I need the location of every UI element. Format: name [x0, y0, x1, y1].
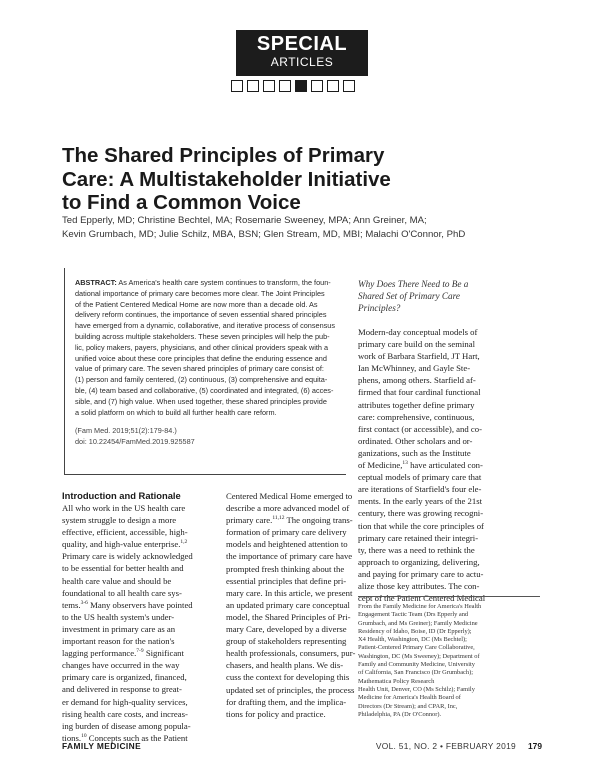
title-line: to Find a Common Voice — [62, 191, 301, 214]
body-line: approach to organizing, delivering, — [358, 556, 480, 567]
body-line — [358, 459, 540, 471]
reference-marker[interactable]: 7-9 — [136, 648, 144, 655]
body-line: care: comprehensive, continuous, — [358, 411, 475, 422]
body-line — [62, 538, 222, 550]
body-line: attributes together define primary — [358, 399, 475, 410]
indicator-square — [231, 80, 243, 92]
body-line: first contact (or accessible), and co- — [358, 423, 482, 434]
abstract-line: sible, and (7) high value. When used together, these shared principles provide — [75, 396, 327, 406]
abstract-line: delivery reform continues, the importance of seven essential shared principles — [75, 310, 327, 320]
body-line: to be essential for better health and — [62, 563, 184, 574]
body-line: firmed that four cardinal functional — [358, 387, 481, 398]
footnote-line: Washington, DC (Ms Sweeney); Department of — [358, 652, 480, 660]
body-line: cuss the context for developing this — [226, 672, 350, 683]
abstract-line: value of primary care. The seven shared principles of primary care consist of: — [75, 364, 324, 374]
why-heading-line: Why Does There Need to Be a — [358, 279, 469, 289]
body-line: and delivered in response to great- — [62, 684, 182, 695]
body-line: alize those key attributes. The con- — [358, 580, 480, 591]
body-line: foundational to all health care sys- — [62, 587, 182, 598]
footnote-line: Engagement Tactic Team (Drs Epperly and — [358, 611, 469, 619]
affiliation-footnote — [358, 596, 540, 719]
abstract-line: (1) person and family centered, (2) continuous, (3) comprehensive and equita- — [75, 375, 328, 385]
body-line: All who work in the US health care — [62, 503, 186, 513]
body-line: ments. In the early years of the 21st — [358, 496, 483, 507]
articles-label: ARTICLES — [270, 55, 334, 69]
section-indicator-squares — [231, 80, 355, 92]
body-text: primary care. — [226, 515, 273, 526]
footnote-line: Health Unit, Denver, CO (Ms Schilz); Family — [358, 685, 475, 693]
body-line: tions for policy and practice. — [226, 708, 326, 719]
body-line: ceptual models of primary care that — [358, 472, 482, 483]
body-line: work of Barbara Starfield, JT Hart, — [358, 351, 480, 362]
issue-info: VOL. 51, NO. 2 • FEBRUARY 2019 — [375, 741, 516, 751]
body-line: an updated primary care conceptual — [226, 599, 350, 610]
title-line: The Shared Principles of Primary — [62, 144, 385, 167]
abstract-line — [75, 278, 346, 289]
journal-name: FAMILY MEDICINE — [62, 741, 142, 751]
footnote-line: Residency of Idaho, Boise, ID (Dr Epperly); — [358, 627, 472, 635]
body-text: lagging performance. — [62, 648, 137, 659]
body-line: er demand for high-quality services, — [62, 696, 188, 707]
footnote-line: Grumbach, and Ms Greiner); Family Medicine — [358, 619, 478, 627]
body-line: Primary care is widely acknowledged — [62, 551, 193, 562]
body-line: ty, there was a need to rethink the — [358, 544, 475, 555]
intro-column-left — [62, 502, 222, 744]
body-text: Concepts such as the Patient — [88, 732, 188, 743]
indicator-square — [327, 80, 339, 92]
abstract-line: have emerged from a dynamic, collaborative, and iterative process of consensus — [75, 321, 335, 331]
body-line: to the US health system's under- — [62, 611, 175, 622]
why-heading-line: Shared Set of Primary Care — [358, 291, 460, 301]
reference-marker[interactable]: 3-6 — [80, 599, 88, 606]
indicator-square — [279, 80, 291, 92]
body-line: Ian McWhinney, and Gayle Ste- — [358, 363, 471, 374]
indicator-square — [247, 80, 259, 92]
body-line: models and heightened attention to — [226, 539, 348, 550]
body-text: tions. — [62, 732, 82, 743]
body-line: and paying for primary care to actu- — [358, 568, 484, 579]
intro-heading: Introduction and Rationale — [62, 490, 181, 501]
body-line: century, there was growing recogni- — [358, 508, 484, 519]
abstract-text — [75, 278, 346, 418]
body-line: investment in primary care as an — [62, 623, 176, 634]
special-label: SPECIAL — [256, 33, 348, 55]
body-line: health professionals, consumers, pur- — [226, 648, 356, 659]
indicator-square-active — [295, 80, 307, 92]
body-line: ing burden of disease among popula- — [62, 720, 191, 731]
body-line: primary care is organized, financed, — [62, 672, 187, 683]
body-line: the importance of primary care have — [226, 551, 353, 562]
body-text: Many observers have pointed — [90, 599, 193, 610]
footnote-line: Directors (Dr Stream); and CPAR, Inc, — [358, 702, 458, 710]
body-line: prompted fresh thinking about the — [226, 563, 345, 574]
reference-marker[interactable]: 13 — [402, 460, 408, 467]
abstract-first-line: As America's health care system continues to transform, the foun- — [116, 278, 331, 287]
abstract-line: unified voice about these core principles that define the enduring essence and — [75, 353, 327, 363]
citation: (Fam Med. 2019;51(2):179-84.) — [75, 426, 177, 436]
body-line: are iterations of Starfield's four ele- — [358, 484, 482, 495]
body-line: model, the Shared Principles of Pri- — [226, 611, 351, 622]
body-line: essential principles that define pri- — [226, 575, 347, 586]
body-line: primary care retained their integri- — [358, 532, 479, 543]
author-list — [62, 214, 542, 242]
abstract-line: a solid platform on which to build all further health care reform. — [75, 407, 277, 417]
body-line: primary care build on the seminal — [358, 339, 476, 350]
body-text: Significant — [145, 648, 184, 659]
footnote-line: Mathematica Policy Research — [358, 677, 435, 685]
abstract-line: ble, (4) team based and collaborative, (5) coordinated and integrated, (6) acces- — [75, 385, 334, 395]
body-line: describe a more advanced model of — [226, 503, 350, 514]
title-line: Care: A Multistakeholder Initiative — [62, 167, 391, 191]
body-line: ordinated. Other scholars and or- — [358, 435, 473, 446]
doi[interactable]: doi: 10.22454/FamMed.2019.925587 — [75, 437, 195, 447]
why-column — [358, 326, 540, 604]
footnote-line: Philadelphia, PA (Dr O'Connor). — [358, 710, 442, 718]
body-line: important reason for the nation's — [62, 636, 175, 647]
abstract-box — [64, 268, 346, 475]
body-line — [62, 599, 222, 611]
citation-block — [75, 426, 346, 448]
body-line: changes have occurred in the way — [62, 660, 180, 671]
body-text: have articulated con- — [410, 460, 483, 471]
abstract-line: of the Patient Centered Medical Home are now more than a decade old. As — [75, 299, 318, 309]
footnote-line: of California, San Francisco (Dr Grumbach); — [358, 669, 473, 677]
author-line: Kevin Grumbach, MD; Julie Schilz, MBA, BSN; Glen Stream, MD, MBI; Malachi O'Connor, PhD — [62, 229, 466, 240]
body-line: Modern-day conceptual models of — [358, 327, 478, 337]
abstract-line: dational importance of primary care becomes more clear. The Joint Principles — [75, 288, 325, 298]
reference-marker[interactable]: 1,2 — [180, 539, 188, 546]
why-heading — [358, 278, 540, 314]
footnote-line: Patient-Centered Primary Care Collaborative, — [358, 644, 475, 652]
abstract-label: ABSTRACT: — [75, 278, 117, 287]
body-text: of Medicine, — [358, 460, 403, 471]
body-line: rising health care costs, and increas- — [62, 708, 188, 719]
body-line: mary Care, developed by a diverse — [226, 624, 347, 635]
footnote-line: From the Family Medicine for America's Health — [358, 603, 482, 610]
special-articles-header — [236, 30, 368, 76]
reference-marker[interactable]: 11,12 — [272, 515, 285, 522]
body-line: formation of primary care delivery — [226, 527, 347, 538]
body-line: ganizations, such as the Institute — [358, 447, 471, 458]
body-line: for drafting them, and the implica- — [226, 696, 347, 707]
body-line: mary care. In this article, we present — [226, 587, 353, 598]
article-title — [62, 144, 542, 215]
body-line: health care value and should be — [62, 575, 172, 586]
body-line: chasers, and health plans. We dis- — [226, 660, 344, 671]
footnote-line: Family and Community Medicine, University — [358, 661, 475, 669]
author-line: Ted Epperly, MD; Christine Bechtel, MA; Rosemarie Sweeney, MPA; Ann Greiner, MA; — [62, 215, 427, 226]
body-line: system struggle to design a more — [62, 515, 177, 526]
body-line: Centered Medical Home emerged to — [226, 491, 353, 501]
body-text: tems. — [62, 599, 81, 610]
body-line — [62, 647, 222, 659]
body-line: tion that while the core principles of — [358, 520, 484, 531]
page-footer — [62, 741, 542, 753]
footnote-line: X4 Health, Washington, DC (Ms Bechtel); — [358, 636, 467, 644]
body-line: group of stakeholders representing — [226, 636, 347, 647]
footnote-line: Medicine for America's Health Board of — [358, 694, 461, 702]
body-line: updated set of principles, the process — [226, 684, 355, 695]
body-line: effective, efficient, accessible, high- — [62, 527, 188, 538]
indicator-square — [311, 80, 323, 92]
body-line: cept of the Patient Centered Medical — [358, 593, 486, 604]
body-text: quality, and high-value enterprise. — [62, 539, 181, 550]
indicator-square — [263, 80, 275, 92]
indicator-square — [343, 80, 355, 92]
why-heading-line: Principles? — [358, 303, 401, 313]
reference-marker[interactable]: 10 — [81, 732, 87, 739]
abstract-line: building across multiple stakeholders. These seven principles will help the pub- — [75, 331, 330, 341]
abstract-line: lic, policy makers, payers, physicians, and other clinical providers speak with a — [75, 342, 329, 352]
page-number: 179 — [528, 741, 542, 751]
body-text: The ongoing trans- — [286, 515, 353, 526]
body-line: phens, among others. Starfield af- — [358, 375, 476, 386]
